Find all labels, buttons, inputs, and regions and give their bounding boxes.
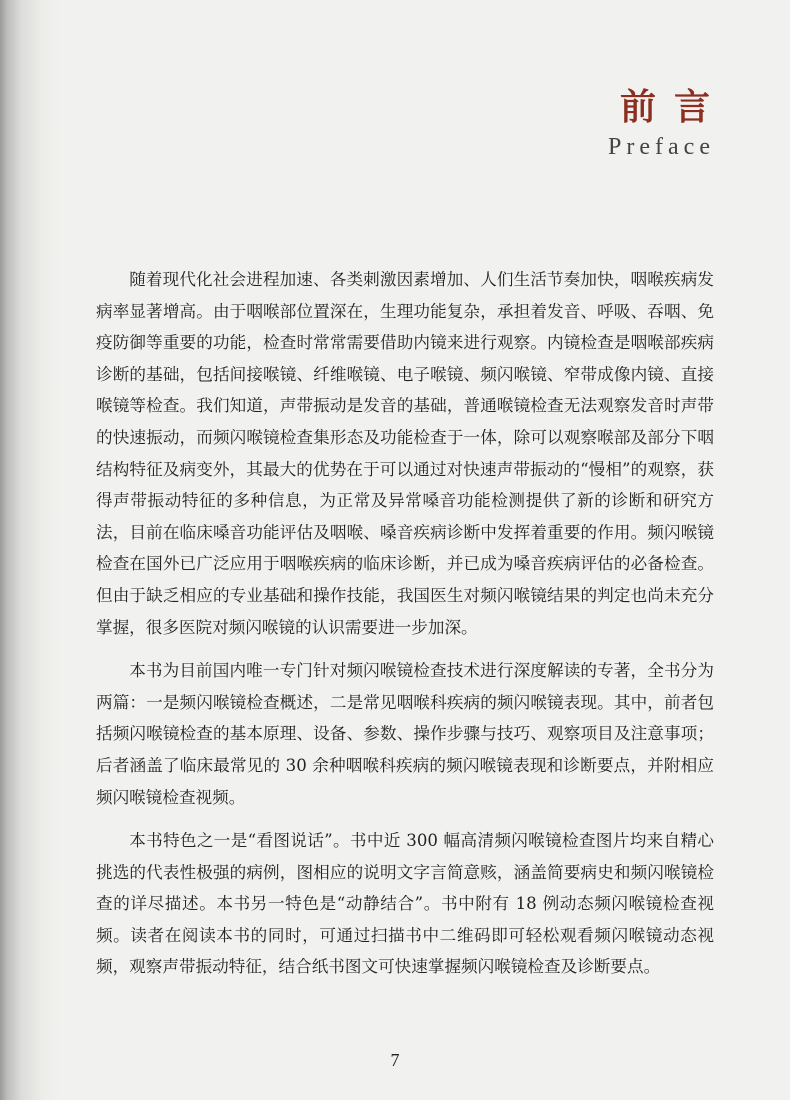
page-title: 前言 <box>619 87 728 128</box>
title-block <box>608 86 728 162</box>
book-gutter-shadow <box>0 0 60 1100</box>
paragraph-2: 本书为目前国内唯一专门针对频闪喉镜检查技术进行深度解读的专著，全书分为两篇：一是频闪喉镜检查概述，二是常见咽喉科疾病的频闪喉镜表现。其中，前者包括频闪喉镜检查的基本原理、设备、参数、操作步骤与技巧、观察项目及注意事项；后者涵盖了临床最常见的 30 余种咽喉科疾病的频闪喉镜表现和诊断要点，并附相应频闪喉镜检查视频。 <box>96 661 714 807</box>
paragraph-3: 本书特色之一是“看图说话”。书中近 300 幅高清频闪喉镜检查图片均来自精心挑选的代表性极强的病例，图相应的说明文字言简意赅，涵盖简要病史和频闪喉镜检查的详尽描述。本书另一特色是“动静结合”。书中附有 18 例动态频闪喉镜检查视频。读者在阅读本书的同时，可通过扫描书中二维码即可轻松观看频闪喉镜动态视频，观察声带振动特征，结合纸书图文可快速掌握频闪喉镜检查及诊断要点。 <box>96 831 714 977</box>
body-text <box>96 264 714 995</box>
paragraph-1: 随着现代化社会进程加速、各类刺激因素增加、人们生活节奏加快，咽喉疾病发病率显著增高。由于咽喉部位置深在，生理功能复杂，承担着发音、呼吸、吞咽、免疫防御等重要的功能，检查时常常需要借助内镜来进行观察。内镜检查是咽喉部疾病诊断的基础，包括间接喉镜、纤维喉镜、电子喉镜、频闪喉镜、窄带成像内镜、直接喉镜等检查。我们知道，声带振动是发音的基础，普通喉镜检查无法观察发音时声带的快速振动，而频闪喉镜检查集形态及功能检查于一体，除可以观察喉部及部分下咽结构特征及病变外，其最大的优势在于可以通过对快速声带振动的“慢相”的观察，获得声带振动特征的多种信息，为正常及异常嗓音功能检测提供了新的诊断和研究方法，目前在临床嗓音功能评估及咽喉、嗓音疾病诊断中发挥着重要的作用。频闪喉镜检查在国外已广泛应用于咽喉疾病的临床诊断，并已成为嗓音疾病评估的必备检查。但由于缺乏相应的专业基础和操作技能，我国医生对频闪喉镜结果的判定也尚未充分掌握，很多医院对频闪喉镜的认识需要进一步加深。 <box>96 270 714 637</box>
page-number: 7 <box>390 1050 400 1070</box>
page-subtitle: Preface <box>608 134 715 160</box>
